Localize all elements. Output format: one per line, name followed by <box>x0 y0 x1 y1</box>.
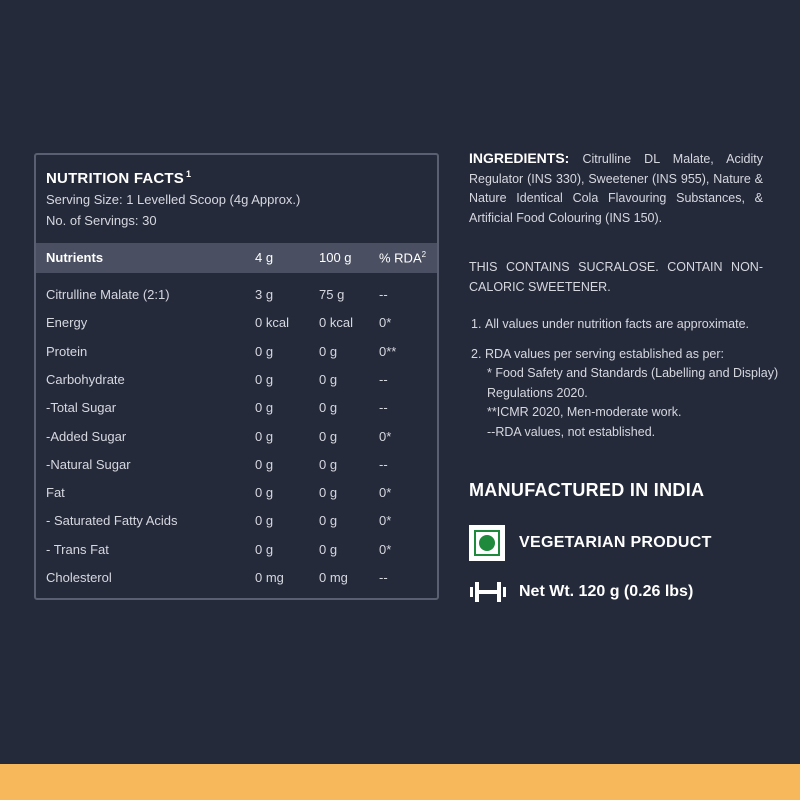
rda-value: -- <box>379 400 388 416</box>
header-rda: % RDA$^2$ <box>379 250 427 266</box>
table-row <box>36 400 437 420</box>
footnote-2c: --RDA values, not established. <box>487 424 656 439</box>
table-row <box>36 513 437 533</box>
nutrient-name: - Trans Fat <box>46 541 109 557</box>
per-100g-value: 75 g <box>319 287 345 302</box>
table-row <box>36 372 437 392</box>
per-4g-value: 0 kcal <box>255 315 289 331</box>
nutrient-name: Protein <box>46 343 88 359</box>
per-4g-value: 0 g <box>255 541 274 557</box>
nutrient-name: -Total Sugar <box>46 400 117 416</box>
net-weight-label: Net Wt. 120 g (0.26 lbs) <box>519 583 694 600</box>
rda-value: 0* <box>379 428 392 444</box>
serving-size: Serving Size: 1 Levelled Scoop (4g Approx.) <box>46 192 301 207</box>
nutrient-name: -Natural Sugar <box>46 456 131 472</box>
footnotes <box>469 315 779 442</box>
rda-value: -- <box>379 371 388 387</box>
table-row <box>36 542 437 562</box>
ingredients-text: Citrulline DL Malate, Acidity Regulator (INS 330), Sweetener (INS 955), Nature & Nature Identical Cola Flavouring Substances, & Artificial Food Colouring (INS 150). <box>469 152 763 225</box>
per-4g-value: 0 g <box>255 485 274 501</box>
per-100g-value: 0 kcal <box>319 315 353 331</box>
sweetener-notice: THIS CONTAINS SUCRALOSE. CONTAIN NON-CALORIC SWEETENER. <box>469 260 763 294</box>
nutrient-name: Fat <box>46 485 65 501</box>
vegetarian-badge <box>469 524 712 562</box>
rda-value: -- <box>379 287 388 302</box>
per-100g-value: 0 g <box>319 513 338 529</box>
per-100g-value: 0 g <box>319 343 338 359</box>
rda-value: 0** <box>379 343 397 359</box>
nutrient-name: Citrulline Malate (2:1) <box>46 287 170 302</box>
rda-value: 0* <box>379 485 392 501</box>
nutrient-name: - Saturated Fatty Acids <box>46 513 178 529</box>
per-4g-value: 0 g <box>255 343 274 359</box>
table-row <box>36 570 437 590</box>
net-weight <box>469 578 693 606</box>
dumbbell-icon <box>469 581 507 603</box>
table-row <box>36 315 437 335</box>
per-100g-value: 0 g <box>319 541 338 557</box>
nutrient-name: Cholesterol <box>46 570 112 585</box>
table-row <box>36 485 437 505</box>
veg-mark-icon <box>469 525 505 561</box>
table-row <box>36 287 437 307</box>
per-4g-value: 0 g <box>255 371 274 387</box>
per-4g-value: 0 g <box>255 513 274 529</box>
table-row <box>36 429 437 449</box>
bottom-color-strip <box>0 764 800 800</box>
per-100g-value: 0 g <box>319 428 338 444</box>
per-4g-value: 0 mg <box>255 570 284 585</box>
per-100g-value: 0 g <box>319 485 338 501</box>
nutrient-name: Carbohydrate <box>46 371 125 387</box>
rda-value: 0* <box>379 541 392 557</box>
servings-count: No. of Servings: 30 <box>46 213 157 228</box>
per-100g-value: 0 g <box>319 400 338 416</box>
rda-value: -- <box>379 570 388 585</box>
footnote-2b: **ICMR 2020, Men-moderate work. <box>487 405 682 419</box>
ingredients-label: INGREDIENTS: <box>469 150 570 166</box>
manufactured-in-india: MANUFACTURED IN INDIA <box>469 480 705 500</box>
rda-value: 0* <box>379 315 392 331</box>
header-per-4g: 4 g <box>255 250 274 265</box>
ingredients <box>469 149 763 228</box>
footnote-2a: * Food Safety and Standards (Labelling and Display) Regulations 2020. <box>487 366 779 400</box>
nutrition-facts-panel <box>34 153 439 600</box>
vegetarian-label: VEGETARIAN PRODUCT <box>519 534 712 551</box>
table-row <box>36 457 437 477</box>
per-100g-value: 0 g <box>319 371 338 387</box>
footnote-1: 1. All values under nutrition facts are approximate. <box>471 317 750 331</box>
rda-value: 0* <box>379 513 392 529</box>
nutrition-table-header <box>36 243 437 273</box>
header-nutrients: Nutrients <box>46 250 104 265</box>
rda-value: -- <box>379 456 388 472</box>
per-100g-value: 0 mg <box>319 570 348 585</box>
table-row <box>36 344 437 364</box>
nutrition-facts-title: NUTRITION FACTS $^1$ <box>46 169 192 187</box>
per-4g-value: 0 g <box>255 428 274 444</box>
per-100g-value: 0 g <box>319 456 338 472</box>
header-per-100g: 100 g <box>319 250 352 265</box>
per-4g-value: 3 g <box>255 287 274 302</box>
title-footnote-mark: 1 <box>186 169 192 179</box>
nutrient-name: Energy <box>46 315 88 331</box>
nutrient-name: -Added Sugar <box>46 428 127 444</box>
per-4g-value: 0 g <box>255 400 274 416</box>
per-4g-value: 0 g <box>255 456 274 472</box>
footnote-2: 2. RDA values per serving established as per: <box>471 346 725 361</box>
